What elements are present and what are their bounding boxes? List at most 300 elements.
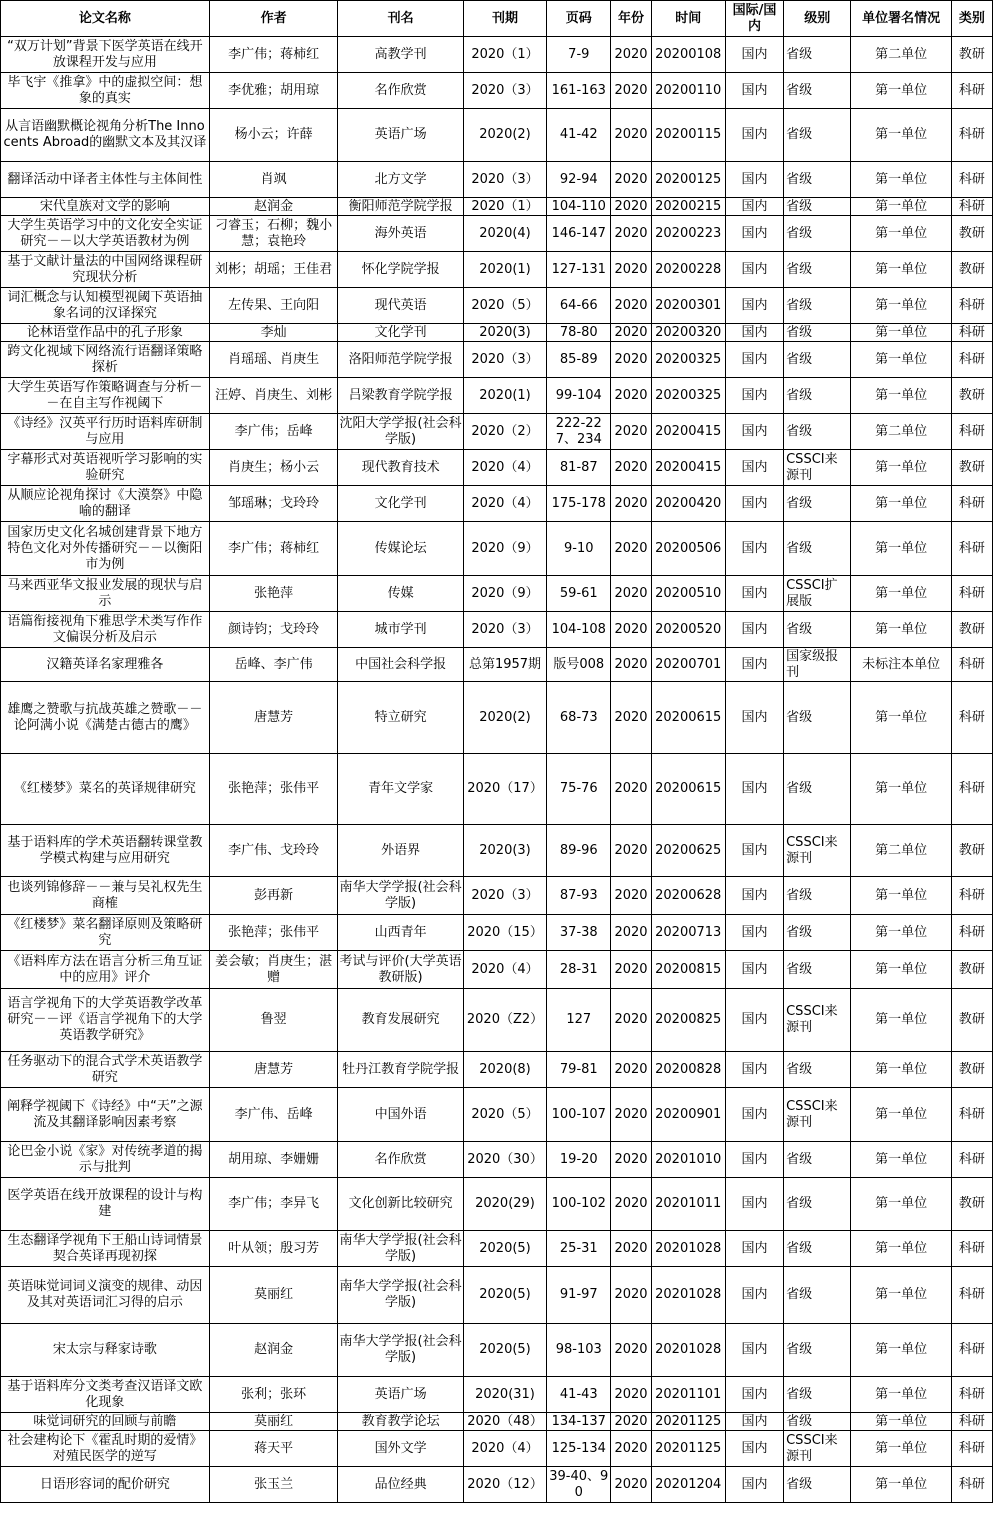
cell-issue: 2020（1）	[463, 37, 546, 73]
cell-affiliation: 第一单位	[851, 1142, 951, 1178]
cell-pages: 28-31	[547, 951, 611, 989]
cell-level: 省级	[784, 1413, 851, 1431]
cell-issue: 2020(5)	[463, 1267, 546, 1324]
cell-date: 20200815	[651, 951, 725, 989]
cell-level: 省级	[784, 1142, 851, 1178]
cell-level: 省级	[784, 198, 851, 216]
cell-title: 毕飞宇《推拿》中的虚拟空间：想象的真实	[1, 73, 210, 109]
cell-date: 20200520	[651, 612, 725, 648]
table-row	[1, 1267, 993, 1324]
cell-level: CSSCI来源刊	[784, 1088, 851, 1142]
cell-journal: 南华大学学报(社会科学版)	[338, 1231, 464, 1267]
cell-author: 刘彬；胡瑶；王佳君	[209, 252, 338, 288]
cell-level: CSSCI来源刊	[784, 1431, 851, 1467]
cell-issue: 2020（4）	[463, 1431, 546, 1467]
cell-title: 从顺应论视角探讨《大漠祭》中隐喻的翻译	[1, 486, 210, 522]
cell-scope: 国内	[725, 414, 783, 450]
cell-title: 味觉词研究的回顾与前瞻	[1, 1413, 210, 1431]
cell-issue: 2020(8)	[463, 1052, 546, 1088]
cell-journal: 品位经典	[338, 1467, 464, 1503]
cell-title: 词汇概念与认知模型视阈下英语抽象名词的汉译探究	[1, 288, 210, 324]
table-row	[1, 1324, 993, 1377]
cell-pages: 64-66	[547, 288, 611, 324]
cell-level: 省级	[784, 324, 851, 342]
cell-year: 2020	[611, 162, 651, 198]
cell-category: 科研	[951, 1467, 992, 1503]
cell-title: 跨文化视域下网络流行语翻译策略探析	[1, 342, 210, 378]
table-row	[1, 198, 993, 216]
cell-scope: 国内	[725, 37, 783, 73]
cell-issue: 总第1957期	[463, 648, 546, 682]
table-row	[1, 522, 993, 576]
cell-date: 20200320	[651, 324, 725, 342]
cell-year: 2020	[611, 877, 651, 915]
cell-pages: 161-163	[547, 73, 611, 109]
cell-issue: 2020(4)	[463, 216, 546, 252]
cell-scope: 国内	[725, 450, 783, 486]
cell-journal: 南华大学学报(社会科学版)	[338, 1267, 464, 1324]
cell-affiliation: 第一单位	[851, 522, 951, 576]
cell-author: 肖庚生；杨小云	[209, 450, 338, 486]
cell-scope: 国内	[725, 1377, 783, 1413]
cell-title: 国家历史文化名城创建背景下地方特色文化对外传播研究－－以衡阳市为例	[1, 522, 210, 576]
cell-issue: 2020(2)	[463, 109, 546, 162]
cell-author: 李广伟；蒋柿红	[209, 37, 338, 73]
cell-pages: 7-9	[547, 37, 611, 73]
cell-journal: 外语界	[338, 825, 464, 877]
cell-affiliation: 第一单位	[851, 1413, 951, 1431]
cell-title: 语言学视角下的大学英语教学改革研究－－评《语言学视角下的大学英语教学研究》	[1, 989, 210, 1052]
column-header-level: 级别	[784, 1, 851, 37]
cell-scope: 国内	[725, 825, 783, 877]
cell-year: 2020	[611, 109, 651, 162]
cell-date: 20200325	[651, 378, 725, 414]
cell-scope: 国内	[725, 198, 783, 216]
cell-year: 2020	[611, 522, 651, 576]
cell-affiliation: 第一单位	[851, 216, 951, 252]
cell-issue: 2020(29)	[463, 1178, 546, 1231]
column-header-title: 论文名称	[1, 1, 210, 37]
cell-title: 基于语料库的学术英语翻转课堂教学模式构建与应用研究	[1, 825, 210, 877]
column-header-scope: 国际/国内	[725, 1, 783, 37]
cell-year: 2020	[611, 1431, 651, 1467]
cell-affiliation: 第一单位	[851, 1052, 951, 1088]
cell-affiliation: 第一单位	[851, 612, 951, 648]
cell-journal: 高教学刊	[338, 37, 464, 73]
cell-scope: 国内	[725, 951, 783, 989]
column-header-date: 时间	[651, 1, 725, 37]
cell-issue: 2020（1）	[463, 198, 546, 216]
cell-year: 2020	[611, 648, 651, 682]
cell-category: 科研	[951, 682, 992, 754]
cell-scope: 国内	[725, 648, 783, 682]
cell-affiliation: 第一单位	[851, 682, 951, 754]
cell-journal: 中国社会科学报	[338, 648, 464, 682]
cell-scope: 国内	[725, 252, 783, 288]
cell-affiliation: 第一单位	[851, 342, 951, 378]
cell-journal: 国外文学	[338, 1431, 464, 1467]
cell-author: 李广伟、戈玲玲	[209, 825, 338, 877]
cell-scope: 国内	[725, 378, 783, 414]
cell-year: 2020	[611, 1231, 651, 1267]
cell-title: 雄鹰之赞歌与抗战英雄之赞歌－－论阿满小说《满楚古德古的鹰》	[1, 682, 210, 754]
table-row	[1, 682, 993, 754]
cell-year: 2020	[611, 1467, 651, 1503]
cell-author: 张利；张环	[209, 1377, 338, 1413]
cell-pages: 79-81	[547, 1052, 611, 1088]
cell-issue: 2020（3）	[463, 877, 546, 915]
cell-year: 2020	[611, 1142, 651, 1178]
cell-year: 2020	[611, 951, 651, 989]
cell-category: 科研	[951, 1413, 992, 1431]
cell-title: 大学生英语写作策略调查与分析－－在自主写作视阈下	[1, 378, 210, 414]
table-row	[1, 288, 993, 324]
cell-affiliation: 第一单位	[851, 378, 951, 414]
cell-level: 省级	[784, 915, 851, 951]
cell-level: 省级	[784, 162, 851, 198]
cell-pages: 125-134	[547, 1431, 611, 1467]
cell-category: 科研	[951, 1231, 992, 1267]
cell-scope: 国内	[725, 682, 783, 754]
cell-pages: 59-61	[547, 576, 611, 612]
cell-level: 省级	[784, 1467, 851, 1503]
table-row	[1, 1377, 993, 1413]
cell-category: 教研	[951, 989, 992, 1052]
cell-scope: 国内	[725, 754, 783, 825]
cell-affiliation: 第一单位	[851, 252, 951, 288]
cell-year: 2020	[611, 288, 651, 324]
table-row	[1, 825, 993, 877]
cell-pages: 75-76	[547, 754, 611, 825]
cell-level: 省级	[784, 378, 851, 414]
cell-affiliation: 第一单位	[851, 162, 951, 198]
cell-issue: 2020(5)	[463, 1231, 546, 1267]
cell-author: 肖瑶瑶、肖庚生	[209, 342, 338, 378]
cell-scope: 国内	[725, 1178, 783, 1231]
cell-pages: 222-227、234	[547, 414, 611, 450]
table-body	[1, 37, 993, 1503]
cell-category: 教研	[951, 951, 992, 989]
cell-category: 教研	[951, 216, 992, 252]
cell-level: 省级	[784, 414, 851, 450]
cell-issue: 2020（3）	[463, 612, 546, 648]
cell-year: 2020	[611, 1377, 651, 1413]
cell-author: 岳峰、李广伟	[209, 648, 338, 682]
cell-date: 20200713	[651, 915, 725, 951]
column-header-year: 年份	[611, 1, 651, 37]
cell-affiliation: 第一单位	[851, 915, 951, 951]
cell-category: 科研	[951, 73, 992, 109]
cell-pages: 127-131	[547, 252, 611, 288]
cell-affiliation: 第一单位	[851, 1178, 951, 1231]
cell-title: 从言语幽默概论视角分析The Innocents Abroad的幽默文本及其汉译	[1, 109, 210, 162]
cell-scope: 国内	[725, 1413, 783, 1431]
column-header-pages: 页码	[547, 1, 611, 37]
cell-journal: 城市学刊	[338, 612, 464, 648]
table-row	[1, 576, 993, 612]
cell-pages: 89-96	[547, 825, 611, 877]
cell-journal: 青年文学家	[338, 754, 464, 825]
cell-category: 科研	[951, 648, 992, 682]
cell-journal: 特立研究	[338, 682, 464, 754]
cell-title: 宋代皇族对文学的影响	[1, 198, 210, 216]
cell-scope: 国内	[725, 522, 783, 576]
cell-title: 汉籍英译名家理雅各	[1, 648, 210, 682]
cell-author: 赵润金	[209, 1324, 338, 1377]
cell-pages: 104-108	[547, 612, 611, 648]
cell-year: 2020	[611, 989, 651, 1052]
column-header-issue: 刊期	[463, 1, 546, 37]
cell-date: 20201011	[651, 1178, 725, 1231]
cell-level: 省级	[784, 486, 851, 522]
table-row	[1, 342, 993, 378]
cell-journal: 南华大学学报(社会科学版)	[338, 877, 464, 915]
table-row	[1, 989, 993, 1052]
cell-date: 20200215	[651, 198, 725, 216]
cell-year: 2020	[611, 216, 651, 252]
cell-year: 2020	[611, 414, 651, 450]
cell-date: 20200420	[651, 486, 725, 522]
cell-date: 20201010	[651, 1142, 725, 1178]
cell-scope: 国内	[725, 324, 783, 342]
cell-title: 日语形容词的配价研究	[1, 1467, 210, 1503]
cell-category: 教研	[951, 378, 992, 414]
cell-journal: 英语广场	[338, 1377, 464, 1413]
cell-year: 2020	[611, 73, 651, 109]
cell-category: 科研	[951, 1142, 992, 1178]
cell-scope: 国内	[725, 1052, 783, 1088]
table-row	[1, 216, 993, 252]
cell-issue: 2020（15）	[463, 915, 546, 951]
cell-category: 科研	[951, 162, 992, 198]
cell-title: 社会建构论下《霍乱时期的爱情》对殖民医学的逆写	[1, 1431, 210, 1467]
cell-level: 省级	[784, 877, 851, 915]
cell-title: 论巴金小说《家》对传统孝道的揭示与批判	[1, 1142, 210, 1178]
cell-title: 论林语堂作品中的孔子形象	[1, 324, 210, 342]
table-row	[1, 1142, 993, 1178]
cell-date: 20200615	[651, 754, 725, 825]
cell-journal: 北方文学	[338, 162, 464, 198]
cell-journal: 南华大学学报(社会科学版)	[338, 1324, 464, 1377]
cell-author: 李优雅；胡用琼	[209, 73, 338, 109]
cell-scope: 国内	[725, 915, 783, 951]
cell-level: 省级	[784, 342, 851, 378]
cell-issue: 2020(3)	[463, 825, 546, 877]
cell-year: 2020	[611, 915, 651, 951]
cell-issue: 2020（Z2）	[463, 989, 546, 1052]
cell-journal: 洛阳师范学院学报	[338, 342, 464, 378]
cell-category: 科研	[951, 109, 992, 162]
cell-date: 20200615	[651, 682, 725, 754]
cell-affiliation: 第一单位	[851, 486, 951, 522]
cell-category: 科研	[951, 1324, 992, 1377]
cell-scope: 国内	[725, 109, 783, 162]
cell-pages: 98-103	[547, 1324, 611, 1377]
cell-affiliation: 第一单位	[851, 450, 951, 486]
cell-journal: 名作欣赏	[338, 73, 464, 109]
cell-affiliation: 第一单位	[851, 1231, 951, 1267]
cell-issue: 2020(3)	[463, 324, 546, 342]
cell-date: 20200628	[651, 877, 725, 915]
cell-pages: 104-110	[547, 198, 611, 216]
cell-scope: 国内	[725, 576, 783, 612]
table-row	[1, 450, 993, 486]
cell-level: 省级	[784, 754, 851, 825]
cell-date: 20200701	[651, 648, 725, 682]
cell-issue: 2020(5)	[463, 1324, 546, 1377]
cell-author: 姜会敏；肖庚生；湛赠	[209, 951, 338, 989]
cell-affiliation: 第一单位	[851, 198, 951, 216]
cell-category: 科研	[951, 576, 992, 612]
cell-title: 生态翻译学视角下王船山诗词情景契合英译再现初探	[1, 1231, 210, 1267]
cell-author: 邹瑶琳；戈玲玲	[209, 486, 338, 522]
cell-level: 省级	[784, 1231, 851, 1267]
cell-journal: 牡丹江教育学院学报	[338, 1052, 464, 1088]
cell-year: 2020	[611, 576, 651, 612]
cell-date: 20200125	[651, 162, 725, 198]
cell-date: 20201028	[651, 1267, 725, 1324]
cell-author: 胡用琼、李姗姗	[209, 1142, 338, 1178]
cell-author: 唐慧芳	[209, 1052, 338, 1088]
cell-issue: 2020（17）	[463, 754, 546, 825]
cell-date: 20200110	[651, 73, 725, 109]
cell-scope: 国内	[725, 1324, 783, 1377]
cell-journal: 考试与评价(大学英语教研版)	[338, 951, 464, 989]
table-row	[1, 73, 993, 109]
cell-level: 省级	[784, 73, 851, 109]
column-header-affiliation: 单位署名情况	[851, 1, 951, 37]
cell-pages: 134-137	[547, 1413, 611, 1431]
cell-title: 大学生英语学习中的文化安全实证研究－－以大学英语教材为例	[1, 216, 210, 252]
cell-issue: 2020（3）	[463, 73, 546, 109]
cell-journal: 现代英语	[338, 288, 464, 324]
table-row	[1, 754, 993, 825]
cell-author: 赵润金	[209, 198, 338, 216]
cell-pages: 39-40、90	[547, 1467, 611, 1503]
cell-title: 基于语料库分文类考查汉语译文欧化现象	[1, 1377, 210, 1413]
cell-affiliation: 第一单位	[851, 1467, 951, 1503]
cell-issue: 2020（3）	[463, 162, 546, 198]
cell-year: 2020	[611, 252, 651, 288]
cell-journal: 海外英语	[338, 216, 464, 252]
table-row	[1, 612, 993, 648]
cell-affiliation: 第一单位	[851, 754, 951, 825]
cell-level: 省级	[784, 1324, 851, 1377]
cell-scope: 国内	[725, 1142, 783, 1178]
cell-level: 省级	[784, 252, 851, 288]
cell-year: 2020	[611, 1088, 651, 1142]
cell-affiliation: 第一单位	[851, 288, 951, 324]
cell-scope: 国内	[725, 989, 783, 1052]
cell-title: 宋太宗与释家诗歌	[1, 1324, 210, 1377]
cell-pages: 78-80	[547, 324, 611, 342]
cell-journal: 吕梁教育学院学报	[338, 378, 464, 414]
cell-category: 科研	[951, 1088, 992, 1142]
cell-affiliation: 第一单位	[851, 73, 951, 109]
cell-date: 20200301	[651, 288, 725, 324]
cell-author: 张艳萍	[209, 576, 338, 612]
cell-category: 教研	[951, 252, 992, 288]
table-row	[1, 1088, 993, 1142]
cell-category: 科研	[951, 288, 992, 324]
cell-journal: 文化学刊	[338, 324, 464, 342]
cell-level: 省级	[784, 1377, 851, 1413]
cell-level: 省级	[784, 522, 851, 576]
cell-author: 左传果、王向阳	[209, 288, 338, 324]
cell-category: 科研	[951, 915, 992, 951]
cell-title: 马来西亚华文报业发展的现状与启示	[1, 576, 210, 612]
cell-issue: 2020(1)	[463, 378, 546, 414]
cell-pages: 41-43	[547, 1377, 611, 1413]
cell-category: 科研	[951, 486, 992, 522]
cell-date: 20201204	[651, 1467, 725, 1503]
table-row	[1, 1052, 993, 1088]
cell-category: 科研	[951, 1377, 992, 1413]
table-row	[1, 109, 993, 162]
cell-affiliation: 第一单位	[851, 1324, 951, 1377]
cell-year: 2020	[611, 1052, 651, 1088]
cell-year: 2020	[611, 1267, 651, 1324]
cell-affiliation: 第一单位	[851, 1267, 951, 1324]
cell-affiliation: 未标注本单位	[851, 648, 951, 682]
cell-level: CSSCI来源刊	[784, 825, 851, 877]
cell-level: 省级	[784, 216, 851, 252]
cell-category: 科研	[951, 324, 992, 342]
cell-affiliation: 第一单位	[851, 324, 951, 342]
cell-year: 2020	[611, 324, 651, 342]
cell-issue: 2020（9）	[463, 522, 546, 576]
cell-level: 省级	[784, 37, 851, 73]
cell-title: 英语味觉词词义演变的规律、动因及其对英语词汇习得的启示	[1, 1267, 210, 1324]
cell-issue: 2020(2)	[463, 682, 546, 754]
cell-scope: 国内	[725, 342, 783, 378]
cell-author: 李灿	[209, 324, 338, 342]
cell-category: 教研	[951, 1052, 992, 1088]
cell-pages: 81-87	[547, 450, 611, 486]
table-row	[1, 324, 993, 342]
cell-category: 教研	[951, 1178, 992, 1231]
cell-category: 科研	[951, 877, 992, 915]
cell-affiliation: 第一单位	[851, 989, 951, 1052]
cell-journal: 文化学刊	[338, 486, 464, 522]
cell-author: 叶从领；殷习芳	[209, 1231, 338, 1267]
cell-affiliation: 第一单位	[851, 109, 951, 162]
cell-date: 20200825	[651, 989, 725, 1052]
cell-date: 20201101	[651, 1377, 725, 1413]
table-row	[1, 1231, 993, 1267]
cell-date: 20200901	[651, 1088, 725, 1142]
cell-pages: 87-93	[547, 877, 611, 915]
cell-scope: 国内	[725, 162, 783, 198]
cell-scope: 国内	[725, 1267, 783, 1324]
cell-level: 省级	[784, 1267, 851, 1324]
cell-author: 蒋天平	[209, 1431, 338, 1467]
cell-scope: 国内	[725, 73, 783, 109]
cell-title: 翻译活动中译者主体性与主体间性	[1, 162, 210, 198]
cell-date: 20200115	[651, 109, 725, 162]
cell-date: 20200223	[651, 216, 725, 252]
cell-category: 科研	[951, 198, 992, 216]
cell-pages: 9-10	[547, 522, 611, 576]
cell-date: 20200506	[651, 522, 725, 576]
cell-scope: 国内	[725, 612, 783, 648]
cell-pages: 25-31	[547, 1231, 611, 1267]
cell-author: 李广伟；李异飞	[209, 1178, 338, 1231]
cell-issue: 2020（3）	[463, 342, 546, 378]
cell-scope: 国内	[725, 486, 783, 522]
cell-year: 2020	[611, 1178, 651, 1231]
cell-date: 20200325	[651, 342, 725, 378]
